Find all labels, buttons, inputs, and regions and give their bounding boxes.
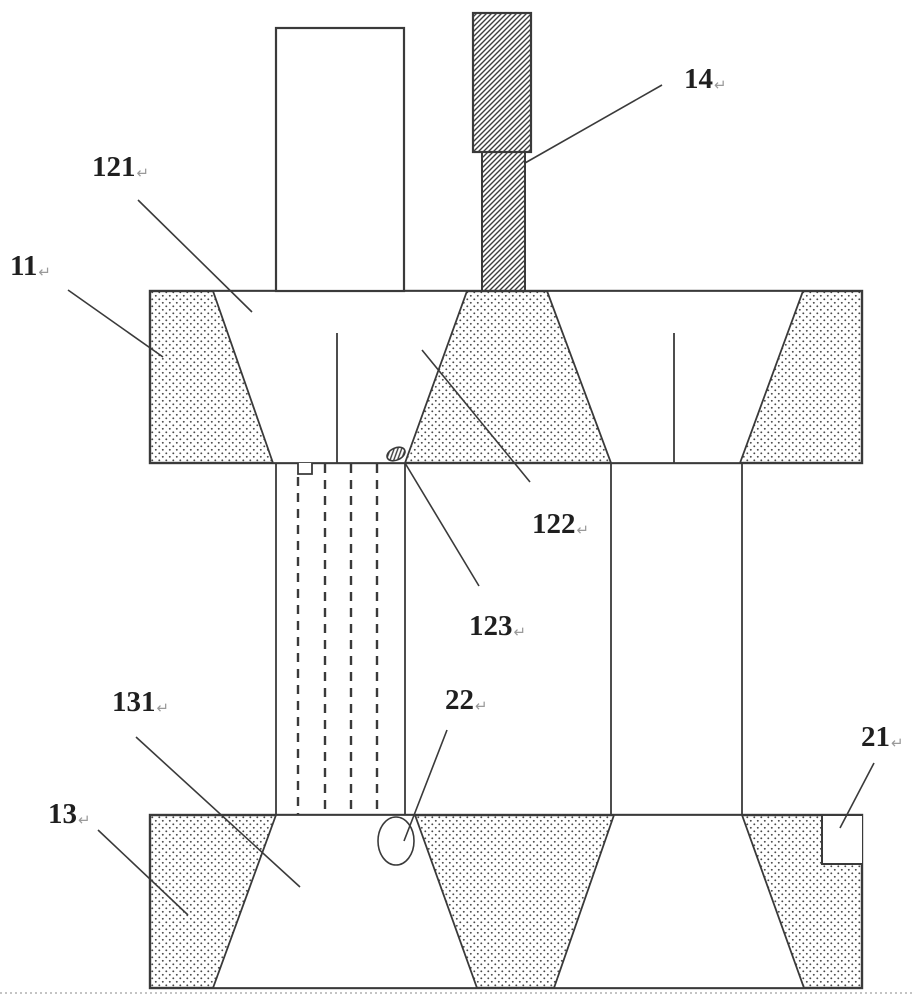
small-notch bbox=[298, 463, 312, 474]
label-21: 21↵ bbox=[861, 721, 904, 753]
leader-14 bbox=[525, 85, 662, 163]
label-11: 11↵ bbox=[10, 250, 51, 282]
label-14: 14↵ bbox=[684, 63, 727, 95]
label-121: 121↵ bbox=[92, 151, 150, 183]
label-13: 13↵ bbox=[48, 798, 91, 830]
label-22: 22↵ bbox=[445, 684, 488, 716]
diagram-linework bbox=[68, 13, 874, 988]
label-123: 123↵ bbox=[469, 610, 527, 642]
leader-11 bbox=[68, 290, 163, 357]
punch-column bbox=[276, 28, 404, 291]
rod-head bbox=[473, 13, 531, 152]
leader-123 bbox=[405, 463, 479, 586]
rod-shank bbox=[482, 152, 525, 291]
port-circle bbox=[378, 817, 414, 865]
label-131: 131↵ bbox=[112, 686, 170, 718]
label-122: 122↵ bbox=[532, 508, 590, 540]
